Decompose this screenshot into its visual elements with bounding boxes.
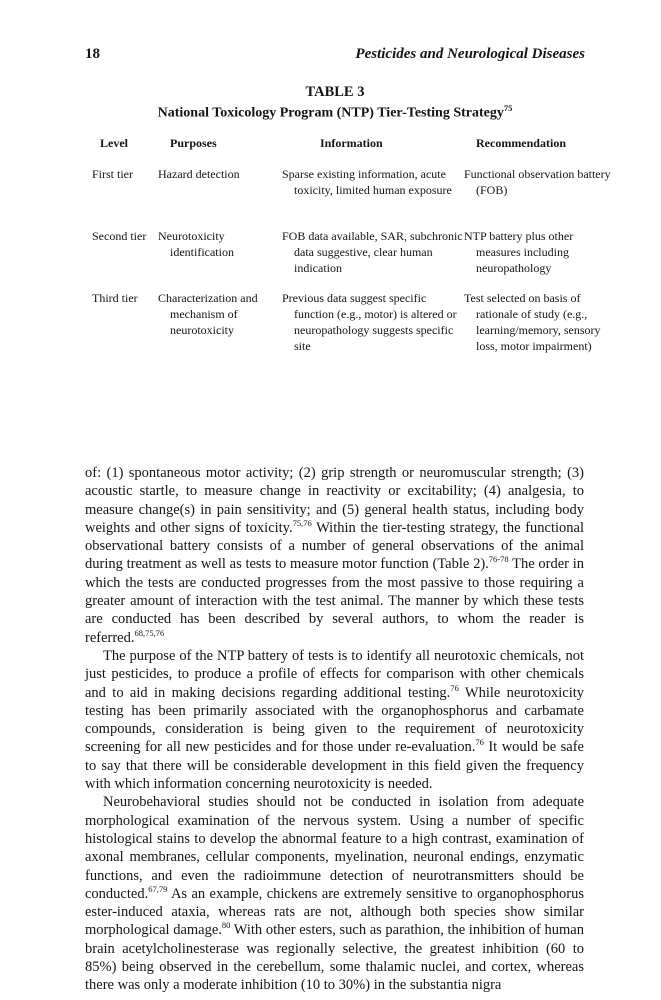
paragraph-text: Neurobehavioral studies should not be conducted in isolation from adequate morphological examination of the nervous system. Using a number of specific histological stains to develop the abnormal feature to a high contrast, examination of axonal membranes, cellular components, myelination, neuronal endings, enzymatic functions, and even the radioimmune detection of neurotransmitters should be conducted. [85,794,584,902]
column-header-level: Level [100,136,128,150]
cell-recommendation: Functional observation battery (FOB) [464,167,611,197]
paragraph [85,464,584,647]
cell-level: Second tier [92,229,147,243]
running-head [85,46,585,66]
paragraph [85,793,584,994]
citation-superscript: 76-78 [488,554,509,565]
cell-purposes: Neurotoxicity identification [158,229,234,259]
table-title-ref: 75 [503,103,513,113]
cell-recommendation: NTP battery plus other measures including neuropathology [464,229,574,275]
body-text [85,464,584,995]
table-header-row [92,136,592,154]
column-header-information: Information [320,136,383,150]
column-header-purposes: Purposes [170,136,217,150]
paragraph-text: With other esters, such as parathion, the inhibition of human brain acetylcholinesterase was regionally selective, the greatest inhibition (60 to 85%) being observed in the cerebellum, some thalamic nuclei, and cortex, whereas there was only a moderate inhibition (10 to 30%) in the substantia nigra [85,922,584,994]
column-header-recommendation: Recommendation [476,136,566,150]
paragraph-text: The purpose of the NTP battery of tests is to identify all neurotoxic chemicals, not just pesticides, to produce a profile of effects for comparison with other chemicals and to aid in making decisions regarding additional testing. [85,647,584,701]
citation-superscript: 76 [450,682,459,693]
paragraph-text: Within the tier-testing strategy, the functional observational battery consists of a number of general observations of the animal during treatment as well as tests to measure motor function (Table 2). [85,519,584,573]
table-title-text: National Toxicology Program (NTP) Tier-Testing Strategy [157,105,504,121]
citation-superscript: 80 [221,920,231,931]
cell-information: Previous data suggest specific function (e.g., motor) is altered or neuropathology suggests specific site [282,291,457,353]
citation-superscript: 76 [475,737,484,748]
cell-recommendation: Test selected on basis of rationale of study (e.g., learning/memory, sensory loss, motor impairment) [464,291,601,353]
paragraph-text: While neurotoxicity testing has been primarily associated with the organophosphorus and carbamate compounds, consideration is being given to the requirement of neurotoxicity screening for all new pesticides and for those under re-evaluation. [85,684,584,756]
table-label: TABLE 3 [305,84,365,100]
cell-level: First tier [92,167,133,181]
citation-superscript: 75,76 [292,518,312,529]
paragraph [85,647,584,793]
paragraph-text: of: (1) spontaneous motor activity; (2) grip strength or neuromuscular strength; (3) acoustic startle, to measure change in reactivity or excitability; (4) analgesia, to measure change(s) in pain sensitivity; and (5) general health status, including body weights and other signs of toxicity. [85,465,584,536]
cell-level: Third tier [92,291,138,305]
citation-superscript: 68,75,76 [134,627,165,638]
running-title: Pesticides and Neurological Diseases [355,46,585,62]
cell-purposes: Characterization and mechanism of neurotoxicity [158,291,258,337]
page-number: 18 [85,46,100,62]
table-title [85,103,585,122]
paragraph-text: It would be safe to say that there will be considerable development in this field given the frequency with which information concerning neurotoxicity is needed. [85,739,584,793]
cell-information: Sparse existing information, acute toxicity, limited human exposure [282,167,452,197]
paragraph-text: The order in which the tests are conducted progresses from the most passive to those requiring a greater amount of interaction with the test animal. The manner by which these tests are conducted has been described by several authors, to whom the reader is referred. [85,556,585,646]
citation-superscript: 67,79 [148,884,168,894]
paragraph-text: As an example, chickens are extremely sensitive to organophosphorus ester-induced ataxia, whereas rats are not, although both species show similar morphological damage. [85,885,584,939]
cell-purposes: Hazard detection [158,167,240,181]
cell-information: FOB data available, SAR, subchronic data suggestive, clear human indication [282,229,463,275]
